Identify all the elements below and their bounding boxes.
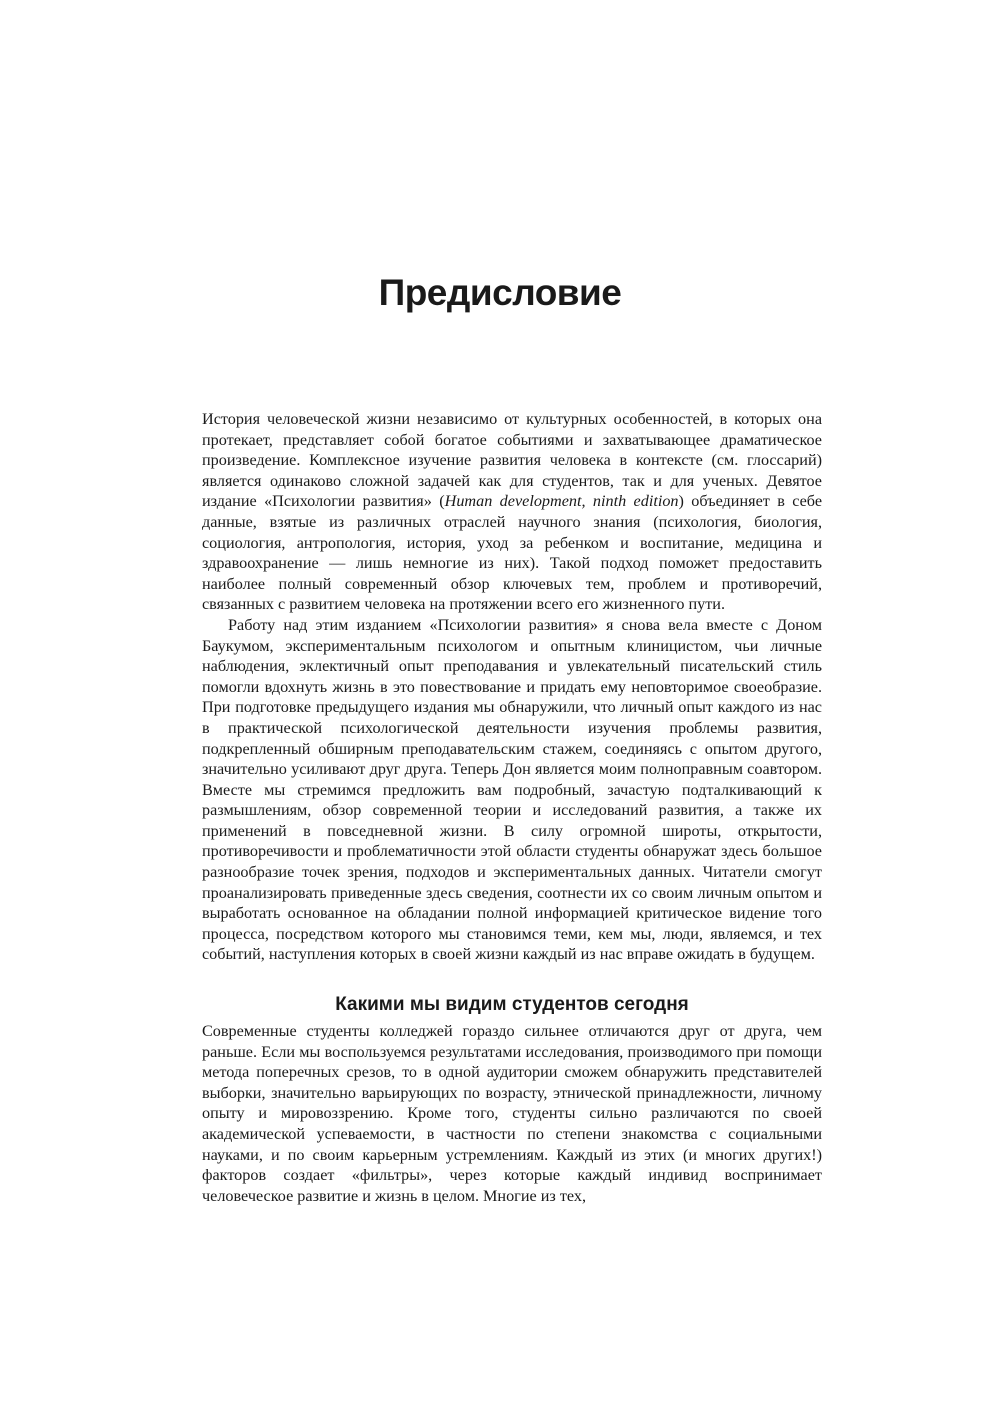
page-title: Предисловие [378,272,622,313]
section-text [202,1021,822,1206]
book-title-english: Human development, ninth edition [444,492,679,511]
section-heading: Какими мы видим студентов сегодня [335,994,689,1015]
intro-text [202,409,822,965]
intro-paragraph-1-start: История человеческой жизни независимо от культурных особенностей, в которых она протекает, представляет собой богатое событиями и захватывающее драматическое произведение. Комплексное изучение развития человека в контексте (см. глоссарий) является одинаково сложной задачей как для студентов, так и для ученых. Девятое издание «Психологии развития» ( [202,410,822,511]
intro-paragraph-1-end: ) объединяет в себе данные, взятые из различных отраслей научного знания (психология, биология, социология, антропология, история, уход за ребенком и воспитание, медицина и здравоохранение — лишь немногие из них). Такой подход поможет предоставить наиболее полный современный обзор ключевых тем, проблем и противоречий, связанных с развитием человека на протяжении всего его жизненного пути. [202,492,823,614]
section-paragraph-1: Современные студенты колледжей гораздо сильнее отличаются друг от друга, чем раньше. Если мы воспользуемся результатами исследования, производимого при помощи метода поперечных срезов, то в одной аудитории сможем обнаружить представителей выборки, значительно варьирующих по возрасту, этнической принадлежности, личному опыту и мировоззрению. Кроме того, студенты сильно различаются по своей академической успеваемости, в частности по степени знакомства с социальными науками, и по своим карьерным устремлениям. Каждый из этих (и многих других!) факторов создает «фильтры», через которые каждый индивид воспринимает человеческое развитие и жизнь в целом. Многие из тех, [202,1022,822,1205]
intro-paragraph-2: Работу над этим изданием «Психологии развития» я снова вела вместе с Доном Баукумом, экспериментальным психологом и опытным клиницистом, чьи личные наблюдения, эклектичный опыт преподавания и увлекательный писательский стиль помогли вдохнуть жизнь в это повествование и придать ему неповторимое своеобразие. При подготовке предыдущего издания мы обнаружили, что личный опыт каждого из нас в практической психологической деятельности изучения проблемы развития, подкрепленный обширным преподавательским стажем, соединяясь с опытом другого, значительно усиливают друг друга. Теперь Дон является моим полноправным соавтором. Вместе мы стремимся предложить вам подробный, зачастую подталкивающий к размышлениям, обзор современной теории и исследований развития, а также их применений в повседневной жизни. В силу огромной широты, открытости, противоречивости и проблематичности этой области студенты обнаружат здесь большое разнообразие точек зрения, подходов и экспериментальных данных. Читатели смогут проанализировать приведенные здесь сведения, соотнести их со своим личным опытом и выработать основанное на обладании полной информацией критическое видение того процесса, посредством которого мы становимся теми, кем мы, люди, являемся, и тех событий, наступления которых в своей жизни каждый из нас вправе ожидать в будущем. [202,615,822,964]
intro-paragraph-1 [202,409,822,615]
